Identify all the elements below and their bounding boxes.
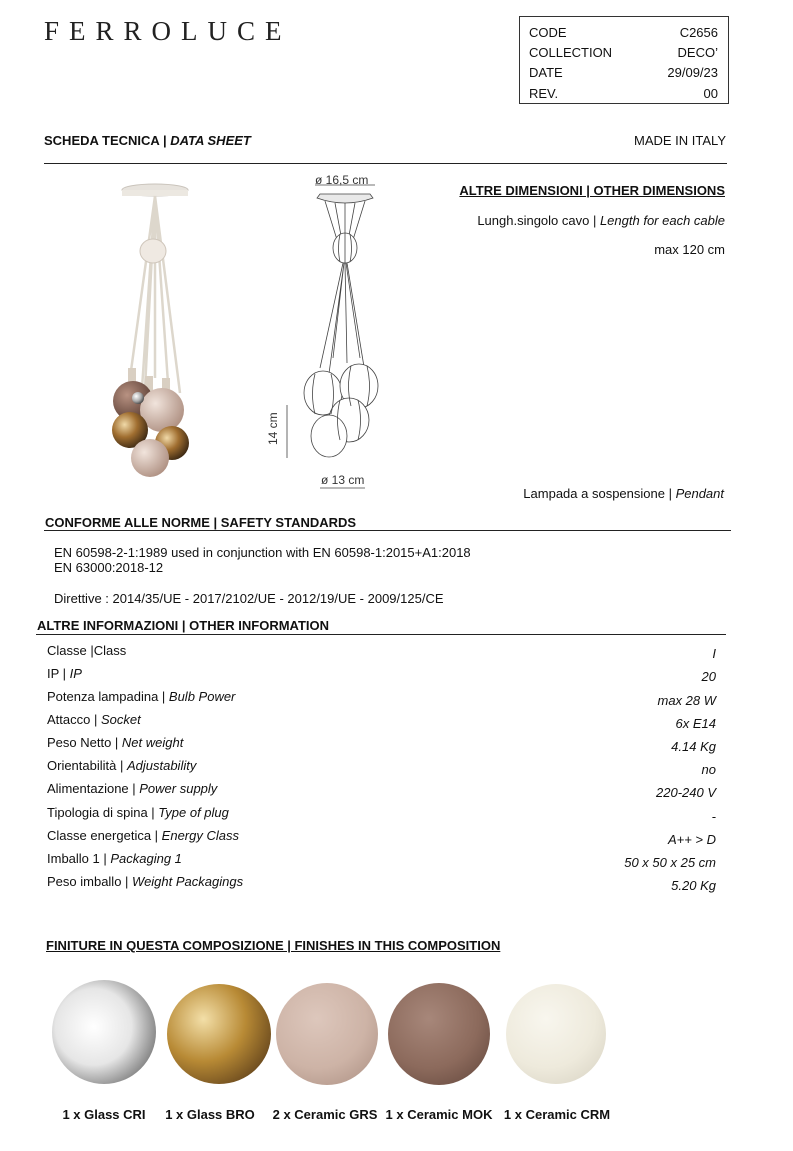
finish-label: 1 x Ceramic MOK (385, 1107, 493, 1122)
finish-swatch-glass-cri (52, 980, 156, 1084)
info-label: Tipologia di spina | Type of plug (47, 805, 229, 820)
meta-label: DATE (529, 65, 563, 80)
height-label: 14 cm (266, 412, 280, 445)
info-value: 6x E14 (675, 716, 716, 731)
finish-swatch-glass-bro (167, 984, 271, 1084)
meta-row-collection (529, 45, 718, 60)
info-value: 220-240 V (656, 785, 716, 800)
heading-italian: SCHEDA TECNICA (44, 133, 160, 148)
standards-title: CONFORME ALLE NORME | SAFETY STANDARDS (45, 515, 357, 530)
info-value: 4.14 Kg (671, 739, 716, 754)
info-value: 20 (701, 669, 716, 684)
info-value: no (701, 762, 716, 777)
meta-row-code (529, 25, 718, 40)
info-value: 5.20 Kg (671, 878, 716, 893)
info-label: IP | IP (47, 666, 82, 681)
info-value: A++ > D (667, 832, 716, 847)
info-label: Attacco | Socket (47, 712, 141, 727)
lamp-type (523, 486, 724, 501)
meta-row-date (529, 65, 718, 80)
document-heading (44, 133, 251, 148)
standard-line: EN 60598-2-1:1989 used in conjunction with EN 60598-1:2015+A1:2018 (54, 545, 471, 560)
heading-separator: | (159, 133, 171, 148)
lamp-type-italian: Lampada a sospensione | (523, 486, 676, 501)
info-value: I (712, 646, 716, 661)
finish-swatch-ceramic-crm (506, 984, 606, 1084)
standards-divider (44, 530, 731, 531)
info-label: Potenza lampadina | Bulb Power (47, 689, 236, 704)
info-label: Alimentazione | Power supply (47, 781, 218, 796)
finishes-title: FINITURE IN QUESTA COMPOSIZIONE | FINISHES IN THIS COMPOSITION (46, 938, 501, 953)
finish-swatch-ceramic-grs (276, 983, 378, 1085)
meta-label: COLLECTION (529, 45, 613, 60)
finish-swatch-ceramic-mok (388, 983, 490, 1085)
cable-label-english: Length for each cable (599, 213, 725, 228)
finish-label: 2 x Ceramic GRS (272, 1107, 378, 1122)
info-label: Imballo 1 | Packaging 1 (47, 851, 182, 866)
finish-label: 1 x Glass CRI (62, 1107, 146, 1122)
technical-drawing (265, 168, 405, 498)
cable-label-italian: Lungh.singolo cavo | (477, 213, 600, 228)
product-photo (100, 178, 210, 488)
info-label: Classe energetica | Energy Class (47, 828, 239, 843)
other-info-divider (36, 634, 726, 635)
brand-logo: FERROLUCE (44, 16, 292, 46)
other-info-title: ALTRE INFORMAZIONI | OTHER INFORMATION (37, 618, 330, 633)
directives: Direttive : 2014/35/UE - 2017/2102/UE - 2012/19/UE - 2009/125/CE (54, 591, 444, 606)
meta-value: 00 (703, 86, 718, 101)
info-value: 50 x 50 x 25 cm (624, 855, 716, 870)
info-value: max 28 W (657, 693, 716, 708)
meta-label: REV. (529, 86, 559, 101)
lamp-type-english: Pendant (675, 486, 724, 501)
standards-list (54, 545, 471, 575)
meta-row-rev (529, 86, 718, 101)
header-divider (44, 163, 727, 164)
made-in-label: MADE IN ITALY (634, 133, 726, 148)
meta-value: 29/09/23 (667, 65, 718, 80)
info-label: Peso Netto | Net weight (47, 735, 184, 750)
info-label: Orientabilità | Adjustability (47, 758, 197, 773)
cable-length-value: max 120 cm (654, 242, 725, 257)
info-value: - (711, 809, 716, 824)
info-label: Peso imballo | Weight Packagings (47, 874, 244, 889)
finish-label: 1 x Ceramic CRM (503, 1107, 611, 1122)
finish-label: 1 x Glass BRO (165, 1107, 255, 1122)
meta-value: DECO’ (677, 45, 718, 60)
document-meta-box (519, 16, 729, 104)
top-diameter-label: ø 16,5 cm (315, 173, 369, 187)
meta-label: CODE (529, 25, 567, 40)
cable-length-label (477, 213, 725, 228)
other-dimensions-title: ALTRE DIMENSIONI | OTHER DIMENSIONS (459, 183, 725, 198)
info-label: Classe |Class (47, 643, 127, 658)
meta-value: C2656 (679, 25, 718, 40)
bottom-diameter-label: ø 13 cm (321, 473, 365, 487)
standard-line: EN 63000:2018-12 (54, 560, 164, 575)
heading-english: DATA SHEET (170, 133, 251, 148)
